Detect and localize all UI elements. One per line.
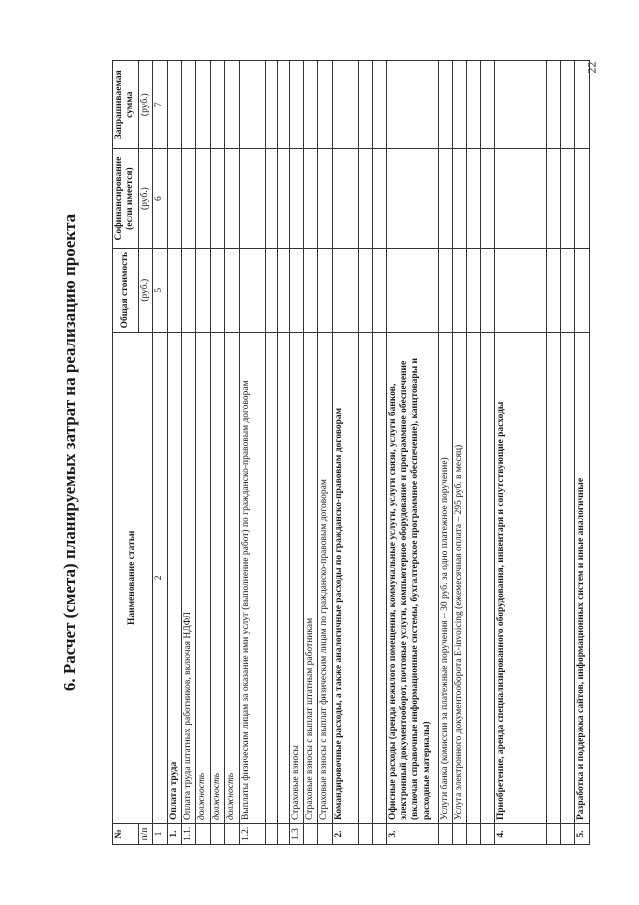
blank-row [467, 61, 481, 845]
table-row: 1.2. Выплаты физическим лицам за оказание ими услуг (выполнение работ) по гражданско-правовым договорам [239, 61, 265, 845]
table-row: Страховые взносы с выплат штатным работникам [303, 61, 317, 845]
table-row: 3. Офисные расходы (аренда нежилого помещения, коммунальные услуги, услуги связи, услуги банков, электронный документооборот, почтовые услуги, компьютерное оборудование и программное обеспечение (включая справочные информационные системы, бухгалтерское программное обеспечение), канцтовары и расходные материалы) [386, 61, 438, 845]
header-total-cost: Общая стоимость [113, 248, 139, 332]
budget-table [112, 60, 590, 845]
blank-row [547, 61, 561, 845]
table-row: должность [196, 61, 210, 845]
page-title: 6. Расчет (смета) планируемых затрат на реализацию проекта [60, 213, 79, 692]
header-requested-sum: Запрашиваемая сумма [113, 61, 139, 149]
table-row: 1.1. Оплата труда штатных работников, включая НДФЛ [181, 61, 195, 845]
col-num-5: 5 [153, 248, 167, 332]
table-header-row [113, 61, 139, 845]
table-row: должность [210, 61, 224, 845]
col-num-6: 6 [153, 149, 167, 248]
header-cofinancing: Софинансирование (если имеется) [113, 149, 139, 248]
col-num-7: 7 [153, 61, 167, 149]
header-number: № [113, 824, 139, 845]
blank-row [358, 61, 372, 845]
table-row: должность [225, 61, 239, 845]
unit-requested: (руб.) [138, 61, 152, 149]
table-row: 2. Командировочные расходы, а также аналогичные расходы по гражданско-правовым договорам [332, 61, 358, 845]
blank-row [372, 61, 386, 845]
col-num-1: 1 [153, 824, 167, 845]
blank-row [561, 61, 575, 845]
unit-total: (руб.) [138, 248, 152, 332]
blank-row [481, 61, 495, 845]
table-row: 4. Приобретение, аренда специализированного оборудования, инвентаря и сопутствующие расходы [495, 61, 547, 845]
table-row: Услуга электронного документооборота E-invoicing (ежемесячная оплата – 295 руб. в месяц) [453, 61, 467, 845]
blank-row [265, 61, 277, 845]
table-row: 5. Разработка и поддержка сайтов, информационных систем и иные аналогичные [575, 61, 589, 845]
table-row: 1. Оплата труда [167, 61, 181, 845]
column-number-row [153, 61, 167, 845]
rotated-page-content [60, 60, 620, 845]
table-row: Услуги банка (комиссии за платежные поручения – 30 руб. за одно платежное поручение) [438, 61, 452, 845]
table-row: 1.3 Страховые взносы [289, 61, 303, 845]
page-number: 22 [584, 61, 599, 74]
unit-cofin: (руб.) [138, 149, 152, 248]
header-item-name: Наименование статьи [113, 332, 153, 823]
blank-row [277, 61, 289, 845]
col-num-2: 2 [153, 332, 167, 823]
table-row: Страховые взносы с выплат физическим лицам по гражданско-правовым договорам [318, 61, 332, 845]
header-number-sub: п/п [138, 824, 152, 845]
